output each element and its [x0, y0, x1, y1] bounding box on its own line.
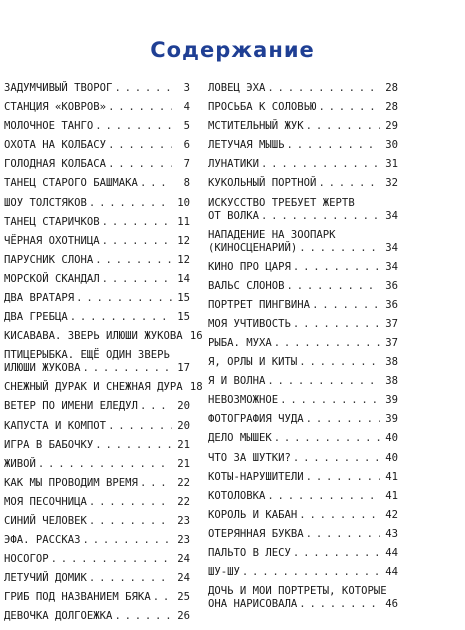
toc-entry [4, 477, 190, 496]
toc-page-number: 4 [183, 101, 190, 114]
toc-page-number: 15 [177, 292, 190, 305]
toc-leader-dots [70, 311, 172, 324]
toc-leader-dots [306, 120, 380, 133]
toc-leader-dots [306, 471, 380, 484]
toc-leader-dots [267, 490, 380, 503]
toc-entry [208, 394, 398, 413]
toc-entry-title: ДЕВОЧКА ДОЛГОЕЖКА [4, 610, 113, 623]
toc-entry-title: ОТЕРЯННАЯ БУКВА [208, 527, 304, 540]
toc-leader-dots [299, 509, 380, 522]
toc-page-number: 12 [177, 234, 190, 247]
toc-leader-dots [299, 242, 380, 255]
toc-entry [4, 496, 190, 515]
toc-entry [4, 553, 190, 572]
toc-entry [4, 177, 190, 196]
toc-entry-title: ПАРУСНИК СЛОНА [4, 253, 94, 266]
toc-page-number: 21 [177, 457, 190, 470]
toc-entry [208, 356, 398, 375]
toc-entry-title: ПТИЦЕРЫБКА. ЕЩЁ ОДИН ЗВЕРЬ [4, 349, 170, 362]
toc-page-number: 26 [177, 610, 190, 623]
toc-entry [208, 566, 398, 585]
toc-leader-dots [299, 356, 380, 369]
toc-entry-title: ГРИБ ПОД НАЗВАНИЕМ БЯКА [4, 591, 151, 604]
toc-page-number: 41 [385, 489, 398, 502]
toc-entry [208, 177, 398, 196]
toc-entry [4, 610, 190, 629]
toc-entry [208, 413, 398, 432]
toc-entry [4, 120, 190, 139]
toc-leader-dots [89, 197, 172, 210]
toc-leader-dots [108, 139, 172, 152]
toc-page-number: 20 [177, 400, 190, 413]
toc-entry-title: МОЯ ПЕСОЧНИЦА [4, 495, 87, 508]
toc-leader-dots [102, 273, 172, 286]
toc-leader-dots [108, 101, 172, 114]
toc-entry [4, 216, 190, 235]
toc-leader-dots [293, 318, 380, 331]
toc-leader-dots [267, 82, 380, 95]
toc-entry [208, 375, 398, 394]
toc-page-number: 42 [385, 508, 398, 521]
toc-entry-title: КОТЫ-НАРУШИТЕЛИ [208, 470, 304, 483]
toc-entry-title: ЭФА. РАССКАЗ [4, 534, 81, 547]
toc-page-number: 39 [385, 413, 398, 426]
toc-entry [4, 235, 190, 254]
toc-entry-title: ЧТО ЗА ШУТКИ? [208, 451, 291, 464]
toc-entry [208, 432, 398, 451]
toc-entry [4, 82, 190, 101]
toc-entry-title: ЧЁРНАЯ ОХОТНИЦА [4, 234, 100, 247]
toc-page-number: 6 [183, 139, 190, 152]
toc-page-number: 5 [183, 120, 190, 133]
toc-entry-title: НЕВОЗМОЖНОЕ [208, 394, 279, 407]
toc-leader-dots [242, 566, 380, 579]
toc-entry-title: ШУ-ШУ [208, 566, 240, 579]
toc-leader-dots [140, 477, 172, 490]
toc-page-number: 18 [189, 381, 203, 394]
toc-entry-title: МОЛОЧНОЕ ТАНГО [4, 120, 94, 133]
toc-leader-dots [114, 610, 172, 623]
toc-entry [208, 490, 398, 509]
toc-entry-title: ТАНЕЦ СТАРИЧКОВ [4, 215, 100, 228]
toc-entry-title: ВАЛЬС СЛОНОВ [208, 279, 285, 292]
toc-leader-dots [83, 534, 172, 547]
toc-leader-dots [51, 553, 172, 566]
toc-page-number: 29 [385, 120, 398, 133]
toc-page-number: 14 [177, 272, 190, 285]
toc-leader-dots [89, 572, 172, 585]
toc-entry [4, 158, 190, 177]
toc-entry-title: НАПАДЕНИЕ НА ЗООПАРК [208, 228, 336, 241]
toc-entry [208, 120, 398, 139]
toc-entry [4, 420, 190, 439]
toc-entry-title: МСТИТЕЛЬНЫЙ ЖУК [208, 120, 304, 133]
toc-leader-dots [95, 120, 172, 133]
toc-leader-dots [274, 337, 380, 350]
toc-page-number: 34 [385, 260, 398, 273]
toc-entry-title: ЛЕТУЧАЯ МЫШЬ [208, 139, 285, 152]
toc-entry-title: КИСАВАВА. ЗВЕРЬ ИЛЮШИ ЖУКОВА [4, 330, 183, 343]
toc-entry [208, 299, 398, 318]
toc-entry [4, 515, 190, 534]
toc-page-number: 46 [385, 598, 398, 611]
toc-entry-title: РЫБА. МУХА [208, 336, 272, 349]
toc-page-number: 20 [177, 419, 190, 432]
toc-page-number: 24 [177, 572, 190, 585]
toc-entry [208, 471, 398, 490]
toc-page-number: 37 [385, 336, 398, 349]
toc-entry-title: ЛУНАТИКИ [208, 158, 260, 171]
page-title: Содержание [150, 38, 315, 62]
toc-entry [208, 101, 398, 120]
toc-page-number: 15 [177, 311, 190, 324]
toc-entry [4, 101, 190, 120]
toc-entry-title: КОРОЛЬ И КАБАН [208, 508, 298, 521]
toc-page-number: 30 [385, 139, 398, 152]
toc-entry-title: КАК МЫ ПРОВОДИМ ВРЕМЯ [4, 476, 138, 489]
toc-entry [208, 82, 398, 101]
toc-leader-dots [153, 591, 172, 604]
toc-page-number: 40 [385, 432, 398, 445]
toc-leader-dots [95, 254, 172, 267]
toc-page-number: 38 [385, 375, 398, 388]
toc-entry [208, 528, 398, 547]
toc-leader-dots [108, 420, 172, 433]
toc-entry-title: МОЯ УЧТИВОСТЬ [208, 317, 291, 330]
toc-entry-title: КИНО ПРО ЦАРЯ [208, 260, 291, 273]
toc-entry-title: ЛЕТУЧИЙ ДОМИК [4, 572, 87, 585]
toc-leader-dots [140, 400, 172, 413]
toc-leader-dots [83, 362, 172, 375]
toc-entry-title: ШОУ ТОЛСТЯКОВ [4, 196, 87, 209]
toc-entry-title: КАПУСТА И КОМПОТ [4, 419, 107, 432]
toc-entry [208, 337, 398, 356]
toc-page-number: 23 [177, 514, 190, 527]
toc-page-number: 11 [177, 215, 190, 228]
toc-entry [4, 534, 190, 553]
toc-entry [208, 261, 398, 280]
toc-entry-title: ЛОВЕЦ ЭХА [208, 82, 266, 94]
toc-leader-dots [293, 452, 380, 465]
toc-entry [4, 292, 190, 311]
toc-entry-title: ОХОТА НА КОЛБАСУ [4, 139, 107, 152]
toc-entry-title-continued: (КИНОСЦЕНАРИЙ) [208, 241, 298, 254]
toc-entry-title: ЖИВОЙ [4, 457, 36, 470]
toc-page-number: 28 [385, 101, 398, 114]
toc-entry-title: ИСКУССТВО ТРЕБУЕТ ЖЕРТВ [208, 196, 355, 209]
toc-entry-title: ПОРТРЕТ ПИНГВИНА [208, 298, 311, 311]
toc-entry [208, 158, 398, 177]
toc-entry-title: СИНИЙ ЧЕЛОВЕК [4, 514, 87, 527]
toc-page-number: 34 [385, 209, 398, 222]
toc-leader-dots [89, 515, 172, 528]
toc-page-number: 40 [385, 451, 398, 464]
toc-leader-dots [114, 82, 172, 95]
toc-entry-title: ТАНЕЦ СТАРОГО БАШМАКА [4, 177, 138, 190]
toc-page-number: 23 [177, 534, 190, 547]
toc-entry-title: Я, ОРЛЫ И КИТЫ [208, 356, 298, 369]
toc-entry-title: ДВА ВРАТАРЯ [4, 292, 75, 305]
toc-entry-title: ДЕЛО МЫШЕК [208, 432, 272, 445]
toc-entry [4, 572, 190, 591]
toc-page-number: 22 [177, 476, 190, 489]
toc-entry-title: МОРСКОЙ СКАНДАЛ [4, 272, 100, 285]
toc-entry [4, 458, 190, 477]
toc-leader-dots [293, 261, 380, 274]
toc-leader-dots [274, 432, 380, 445]
toc-page-number: 41 [385, 470, 398, 483]
toc-entry-title: НОСОГОР [4, 553, 49, 566]
toc-entry-title-continued: ОНА НАРИСОВАЛА [208, 598, 298, 611]
toc-page-number: 21 [177, 438, 190, 451]
toc-entry [4, 197, 190, 216]
toc-entry [4, 139, 190, 158]
toc-page-number: 39 [385, 394, 398, 407]
toc-leader-dots [318, 177, 380, 190]
toc-entry [4, 381, 203, 400]
toc-leader-dots [89, 496, 172, 509]
toc-page-number: 44 [385, 546, 398, 559]
toc-leader-dots [267, 375, 380, 388]
toc-left-column [4, 82, 203, 630]
toc-leader-dots [287, 280, 380, 293]
toc-entry [4, 349, 190, 381]
toc-entry [208, 318, 398, 337]
toc-entry [208, 139, 398, 158]
toc-page-number: 17 [177, 362, 190, 375]
toc-page-number: 43 [385, 527, 398, 540]
toc-entry [4, 330, 203, 349]
toc-leader-dots [140, 177, 172, 190]
toc-page-number: 10 [177, 196, 190, 209]
toc-entry-title: ДВА ГРЕБЦА [4, 311, 68, 324]
toc-leader-dots [293, 547, 380, 560]
toc-page-number: 25 [177, 591, 190, 604]
toc-entry [4, 439, 190, 458]
toc-page-number: 28 [385, 82, 398, 94]
toc-entry [208, 197, 398, 229]
toc-entry-title: ГОЛОДНАЯ КОЛБАСА [4, 158, 107, 171]
toc-entry-title: Я И ВОЛНА [208, 375, 266, 388]
toc-page-number: 37 [385, 317, 398, 330]
toc-right-column [208, 82, 398, 617]
toc-entry [4, 400, 190, 419]
toc-leader-dots [261, 158, 380, 171]
toc-page-number: 44 [385, 566, 398, 579]
toc-entry-title: ПРОСЬБА К СОЛОВЬЮ [208, 101, 317, 114]
toc-leader-dots [38, 458, 172, 471]
toc-page-number: 31 [385, 158, 398, 171]
toc-entry [4, 311, 190, 330]
toc-page-number: 22 [177, 495, 190, 508]
toc-entry-title: КОТОЛОВКА [208, 489, 266, 502]
toc-entry [4, 273, 190, 292]
toc-entry-title-continued: ОТ ВОЛКА [208, 209, 260, 222]
toc-page-number: 12 [177, 253, 190, 266]
toc-leader-dots [299, 598, 380, 611]
toc-entry-title: ФОТОГРАФИЯ ЧУДА [208, 413, 304, 426]
toc-entry-title: КУКОЛЬНЫЙ ПОРТНОЙ [208, 177, 317, 190]
toc-entry-title: ПАЛЬТО В ЛЕСУ [208, 546, 291, 559]
toc-leader-dots [102, 235, 172, 248]
toc-leader-dots [102, 216, 172, 229]
toc-page-number: 3 [183, 82, 190, 94]
toc-entry [208, 585, 398, 617]
toc-leader-dots [108, 158, 172, 171]
toc-leader-dots [261, 210, 380, 223]
toc-leader-dots [306, 528, 380, 541]
toc-entry-title: ЗАДУМЧИВЫЙ ТВОРОГ [4, 82, 113, 94]
toc-leader-dots [76, 292, 172, 305]
toc-entry-title-continued: ИЛЮШИ ЖУКОВА [4, 362, 81, 375]
toc-entry [208, 452, 398, 471]
toc-entry-title: ИГРА В БАБОЧКУ [4, 438, 94, 451]
toc-entry-title: СТАНЦИЯ «КОВРОВ» [4, 101, 107, 114]
toc-leader-dots [312, 299, 380, 312]
toc-entry [208, 280, 398, 299]
toc-entry-title: ДОЧЬ И МОИ ПОРТРЕТЫ, КОТОРЫЕ [208, 585, 387, 598]
toc-entry [208, 509, 398, 528]
toc-page-number: 34 [385, 241, 398, 254]
toc-leader-dots [287, 139, 380, 152]
toc-entry [4, 591, 190, 610]
toc-page-number: 38 [385, 356, 398, 369]
toc-leader-dots [280, 394, 380, 407]
toc-entry [208, 229, 398, 261]
toc-page-number: 8 [183, 177, 190, 190]
toc-leader-dots [306, 413, 380, 426]
toc-leader-dots [318, 101, 380, 114]
toc-page-number: 7 [183, 158, 190, 171]
toc-page-number: 32 [385, 177, 398, 190]
toc-page-number: 24 [177, 553, 190, 566]
toc-leader-dots [95, 439, 172, 452]
toc-entry-title: ВЕТЕР ПО ИМЕНИ ЕЛЕДУЛ [4, 400, 138, 413]
toc-entry-title: СНЕЖНЫЙ ДУРАК И СНЕЖНАЯ ДУРА [4, 381, 183, 394]
toc-page-number: 36 [385, 279, 398, 292]
toc-page-number: 36 [385, 298, 398, 311]
toc-page-number: 16 [189, 330, 203, 343]
toc-entry [4, 254, 190, 273]
